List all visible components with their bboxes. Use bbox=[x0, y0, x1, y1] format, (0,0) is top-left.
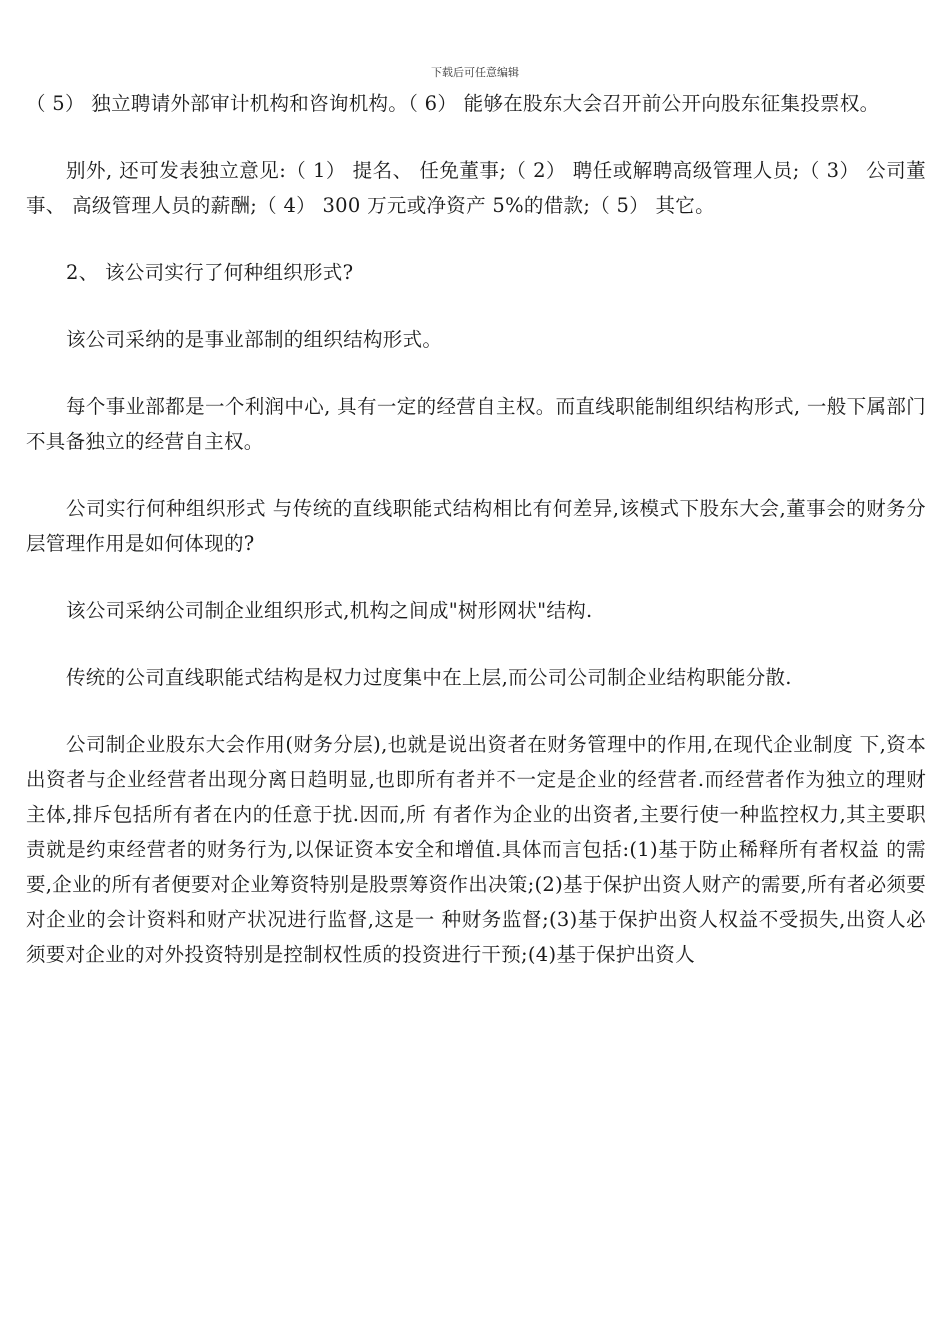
paragraph-shareholder-meeting-role: 公司制企业股东大会作用(财务分层),也就是说出资者在财务管理中的作用,在现代企业制度 下,资本出资者与企业经营者出现分离日趋明显,也即所有者并不一定是企业的经营者.而经营者作为独立的理财主体,排斥包括所有者在内的任意于扰.因而,所 有者作为企业的出资者,主要行使一种监控权力,其主要职责就是约束经营者的财务行为,以保证资本安全和增值.具体而言包括:(1)基于防止稀释所有者权益 的需要,企业的所有者便要对企业筹资特别是股票筹资作出决策;(2)基于保护出资人财产的需要,所有者必须要对企业的会计资料和财产状况进行监督,这是一 种财务监督;(3)基于保护出资人权益不受损失,出资人必须要对企业的对外投资特别是控制权性质的投资进行干预;(4)基于保护出资人 bbox=[26, 733, 926, 966]
paragraph-independent-rights: （ 5） 独立聘请外部审计机构和咨询机构。（ 6） 能够在股东大会召开前公开向股东征集投票权。 bbox=[26, 92, 880, 115]
paragraph-profit-center: 每个事业部都是一个利润中心, 具有一定的经营自主权。而直线职能制组织结构形式, 一般下属部门不具备独立的经营自主权。 bbox=[26, 395, 926, 453]
paragraph-independent-opinions: 别外, 还可发表独立意见:（ 1） 提名、 任免董事;（ 2） 聘任或解聘高级管理人员;（ 3） 公司董事、 高级管理人员的薪酬;（ 4） 300 万元或净资产 5%的借款;（ 5） 其它。 bbox=[26, 159, 926, 217]
document-body bbox=[26, 86, 926, 972]
paragraph-traditional-structure: 传统的公司直线职能式结构是权力过度集中在上层,而公司公司制企业结构职能分散. bbox=[66, 666, 792, 689]
answer-tree-network: 该公司采纳公司制企业组织形式,机构之间成"树形网状"结构. bbox=[66, 599, 593, 622]
answer-division-structure: 该公司采纳的是事业部制的组织结构形式。 bbox=[66, 328, 443, 351]
page-header: 下载后可任意编辑 bbox=[431, 66, 519, 79]
question-organization-form: 2、 该公司实行了何种组织形式? bbox=[66, 261, 354, 284]
question-organization-comparison: 公司实行何种组织形式 与传统的直线职能式结构相比有何差异,该模式下股东大会,董事会的财务分层管理作用是如何体现的? bbox=[26, 497, 926, 555]
